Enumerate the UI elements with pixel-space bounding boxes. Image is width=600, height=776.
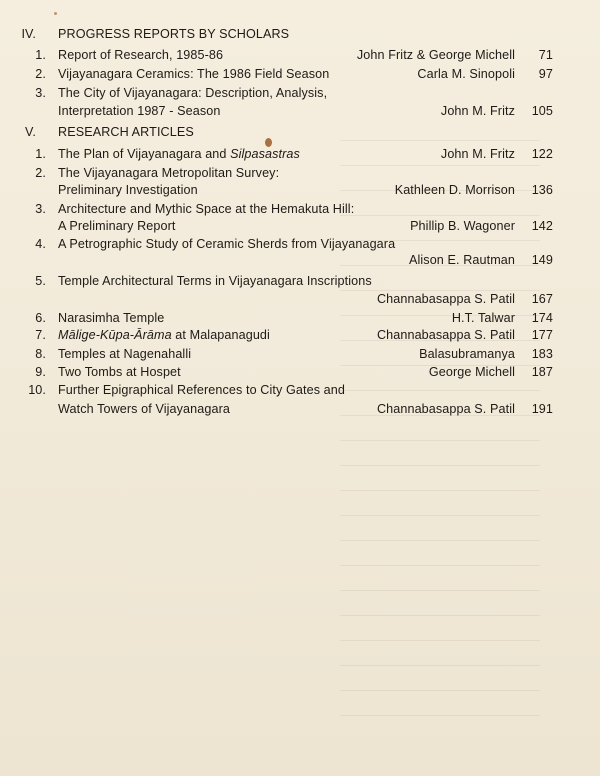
entry-number: 4. xyxy=(35,237,46,251)
entry-page: 191 xyxy=(531,402,553,416)
entry-page: 105 xyxy=(531,104,553,118)
toc-entry xyxy=(0,200,600,218)
entry-title-line1: The Vijayanagara Metropolitan Survey: xyxy=(58,166,280,180)
entry-page: 174 xyxy=(531,311,553,325)
paper-speck xyxy=(54,12,57,15)
toc-entry-continued xyxy=(0,217,600,235)
entry-title-line1: Temple Architectural Terms in Vijayanagara Inscriptions xyxy=(58,274,372,288)
entry-title-italic: Silpasastras xyxy=(230,147,300,161)
entry-title: Vijayanagara Ceramics: The 1986 Field Season xyxy=(58,67,330,81)
entry-author: John M. Fritz xyxy=(440,147,515,161)
toc-entry xyxy=(0,363,600,381)
entry-title: Narasimha Temple xyxy=(58,311,165,325)
entry-page: 183 xyxy=(531,347,553,361)
section-number: V. xyxy=(25,125,36,139)
toc-entry-continued xyxy=(0,181,600,199)
entry-number: 6. xyxy=(35,311,46,325)
toc-entry xyxy=(0,164,600,182)
entry-author: Balasubramanya xyxy=(419,347,515,361)
entry-author: H.T. Talwar xyxy=(451,311,515,325)
entry-title-line2: A Preliminary Report xyxy=(58,219,176,233)
entry-number: 3. xyxy=(35,202,46,216)
toc-entry xyxy=(0,84,600,102)
section-heading-v xyxy=(0,123,600,141)
entry-title-italic: Mālige-Kūpa-Ārāma xyxy=(58,328,172,342)
toc-entry xyxy=(0,145,600,163)
entry-title: Temples at Nagenahalli xyxy=(58,347,192,361)
entry-number: 9. xyxy=(35,365,46,379)
entry-number: 7. xyxy=(35,328,46,342)
section-title: PROGRESS REPORTS BY SCHOLARS xyxy=(58,27,290,41)
entry-title xyxy=(58,326,270,344)
entry-number: 8. xyxy=(35,347,46,361)
entry-page: 71 xyxy=(538,48,553,62)
entry-title: Two Tombs at Hospet xyxy=(58,365,181,379)
entry-author: John M. Fritz xyxy=(440,104,515,118)
entry-page: 177 xyxy=(531,328,553,342)
entry-title xyxy=(58,145,300,163)
entry-title-text: at Malapanagudi xyxy=(171,328,270,342)
entry-page: 122 xyxy=(531,147,553,161)
entry-number: 2. xyxy=(35,67,46,81)
entry-author: Alison E. Rautman xyxy=(409,253,515,267)
entry-number: 10. xyxy=(28,383,46,397)
toc-entry xyxy=(0,381,600,399)
toc-entry xyxy=(0,46,600,64)
entry-number: 2. xyxy=(35,166,46,180)
entry-number: 5. xyxy=(35,274,46,288)
entry-author: George Michell xyxy=(428,365,515,379)
toc-entry-continued xyxy=(0,251,600,269)
entry-title-line1: Further Epigraphical References to City Gates and xyxy=(58,383,345,397)
section-title: RESEARCH ARTICLES xyxy=(58,125,194,139)
entry-title-text: The Plan of Vijayanagara and xyxy=(58,147,231,161)
toc-entry xyxy=(0,272,600,290)
entry-number: 1. xyxy=(35,147,46,161)
entry-title-line2: Interpretation 1987 - Season xyxy=(58,104,221,118)
entry-page: 167 xyxy=(531,292,553,306)
entry-number: 3. xyxy=(35,86,46,100)
toc-entry xyxy=(0,65,600,83)
entry-title-line2: Watch Towers of Vijayanagara xyxy=(58,402,230,416)
entry-title-line1: A Petrographic Study of Ceramic Sherds from Vijayanagara xyxy=(58,237,396,251)
entry-author: Phillip B. Wagoner xyxy=(410,219,515,233)
entry-title-line2: Preliminary Investigation xyxy=(58,183,198,197)
entry-number: 1. xyxy=(35,48,46,62)
toc-entry xyxy=(0,309,600,327)
toc-entry-continued xyxy=(0,290,600,308)
entry-author: Channabasappa S. Patil xyxy=(376,402,515,416)
entry-page: 136 xyxy=(531,183,553,197)
toc-entry-continued xyxy=(0,400,600,418)
entry-author: Carla M. Sinopoli xyxy=(417,67,515,81)
entry-author: Channabasappa S. Patil xyxy=(376,292,515,306)
entry-title: Report of Research, 1985-86 xyxy=(58,48,224,62)
toc-entry-continued xyxy=(0,102,600,120)
section-heading-iv xyxy=(0,25,600,43)
toc-entry xyxy=(0,345,600,363)
entry-author: John Fritz & George Michell xyxy=(356,48,515,62)
toc-entry xyxy=(0,326,600,344)
entry-page: 149 xyxy=(531,253,553,267)
entry-page: 142 xyxy=(531,219,553,233)
entry-page: 187 xyxy=(531,365,553,379)
entry-author: Channabasappa S. Patil xyxy=(376,328,515,342)
entry-author: Kathleen D. Morrison xyxy=(394,183,515,197)
entry-title-line1: Architecture and Mythic Space at the Hemakuta Hill: xyxy=(58,202,355,216)
entry-page: 97 xyxy=(538,67,553,81)
entry-title-line1: The City of Vijayanagara: Description, Analysis, xyxy=(58,86,328,100)
section-number: IV. xyxy=(21,27,36,41)
